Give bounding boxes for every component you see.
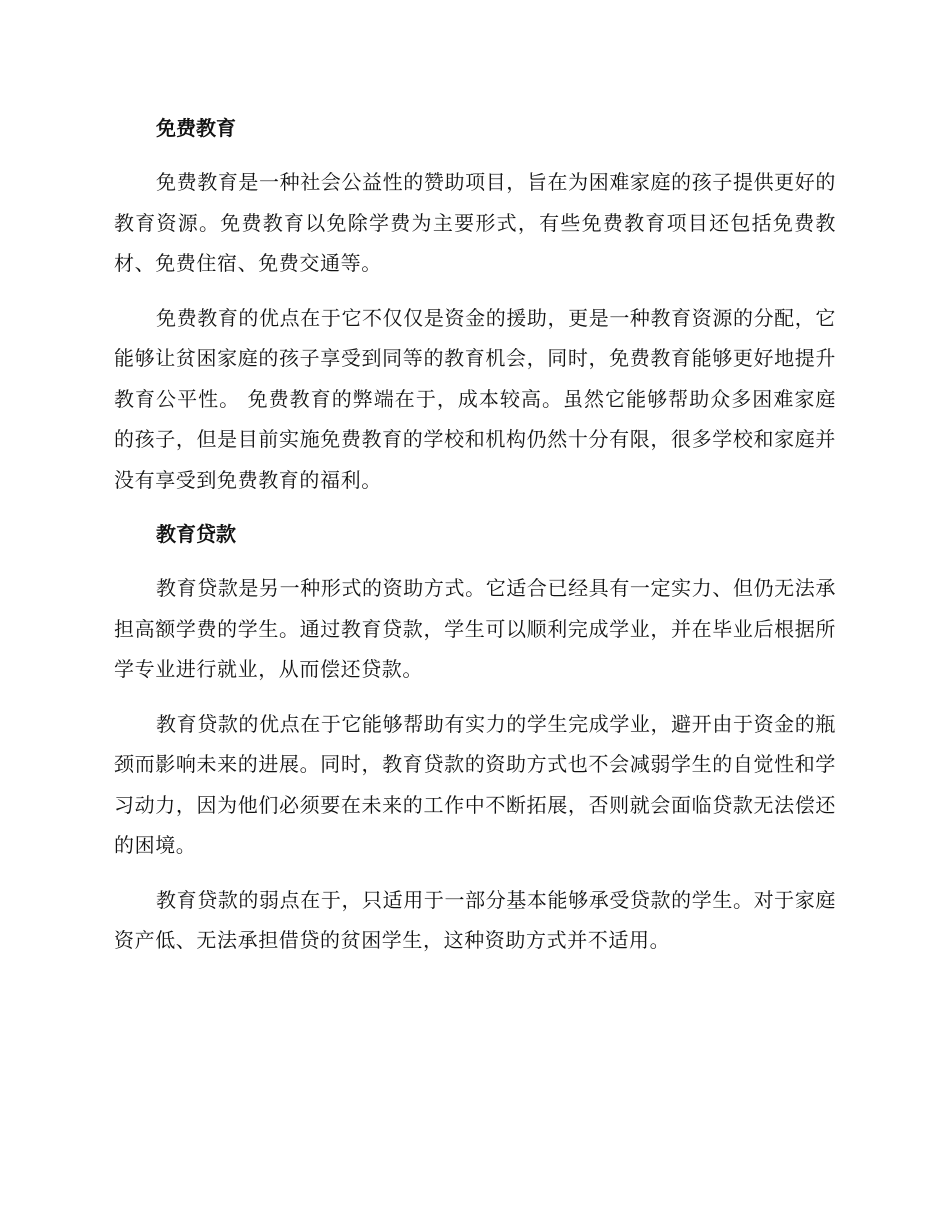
paragraph-education-loan-cons: 教育贷款的弱点在于，只适用于一部分基本能够承受贷款的学生。对于家庭资产低、无法承担借贷的贫困学生，这种资助方式并不适用。 <box>114 887 836 952</box>
section-heading-education-loan: 教育贷款 <box>156 522 236 546</box>
section-heading-free-education: 免费教育 <box>156 116 236 140</box>
paragraph-free-education-intro: 免费教育是一种社会公益性的赞助项目，旨在为困难家庭的孩子提供更好的教育资源。免费教育以免除学费为主要形式，有些免费教育项目还包括免费教材、免费住宿、免费交通等。 <box>114 170 836 275</box>
paragraph-education-loan-intro: 教育贷款是另一种形式的资助方式。它适合已经具有一定实力、但仍无法承担高额学费的学生。通过教育贷款，学生可以顺利完成学业，并在毕业后根据所学专业进行就业，从而偿还贷款。 <box>114 576 836 681</box>
paragraph-free-education-pros-cons: 免费教育的优点在于它不仅仅是资金的援助，更是一种教育资源的分配，它能够让贫困家庭的孩子享受到同等的教育机会，同时，免费教育能够更好地提升教育公平性。 免费教育的弊端在于，成本较高。虽然它能够帮助众多困难家庭的孩子，但是目前实施免费教育的学校和机构仍然十分有限，很多学校和家庭并没有享受到免费教育的福利。 <box>114 305 836 492</box>
paragraph-education-loan-pros: 教育贷款的优点在于它能够帮助有实力的学生完成学业，避开由于资金的瓶颈而影响未来的进展。同时，教育贷款的资助方式也不会减弱学生的自觉性和学习动力，因为他们必须要在未来的工作中不断拓展，否则就会面临贷款无法偿还的困境。 <box>114 711 836 857</box>
document-page <box>114 108 836 961</box>
